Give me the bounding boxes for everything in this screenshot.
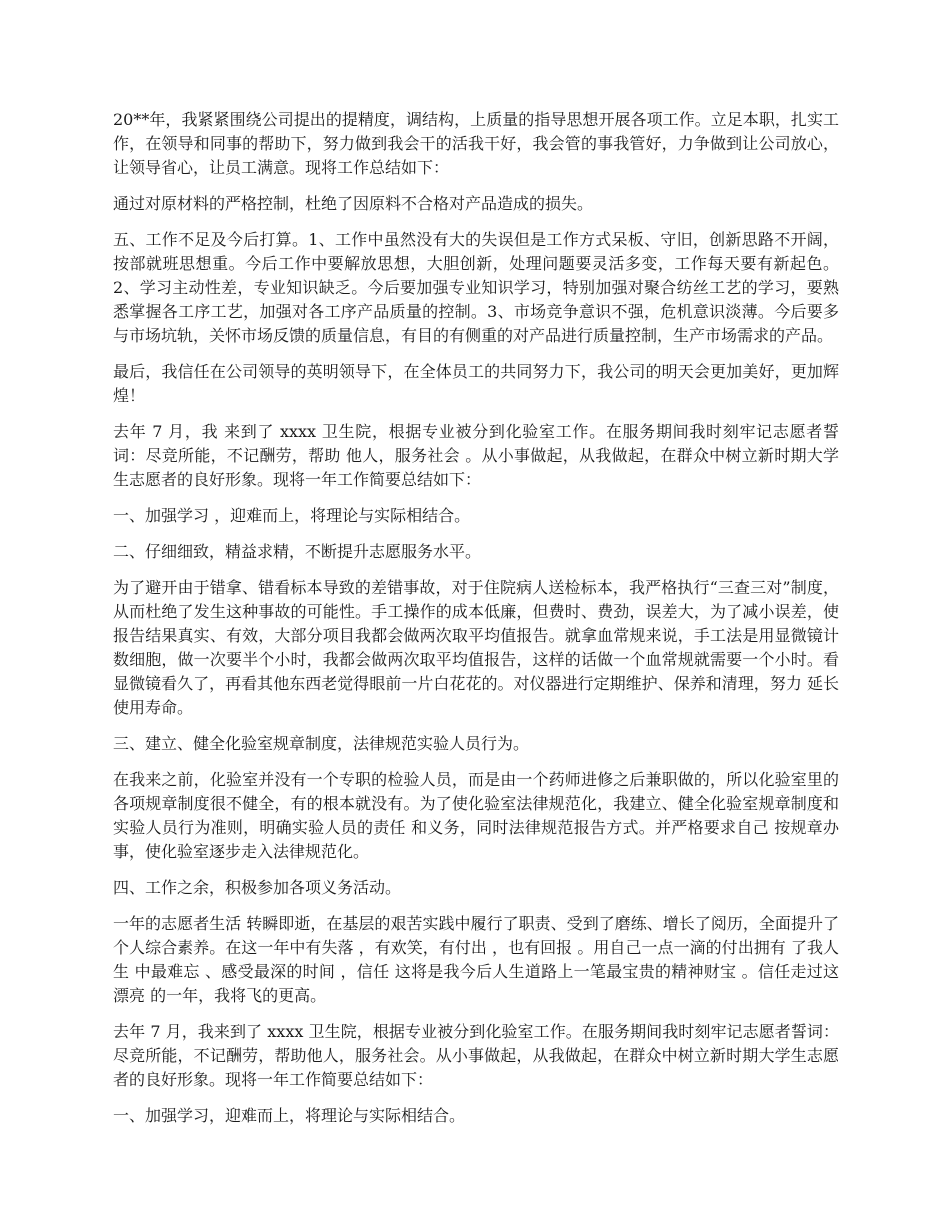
paragraph-closing: 最后，我信任在公司领导的英明领导下，在全体员工的共同努力下，我公司的明天会更加美好，更加辉煌！ [113,362,839,405]
paragraph-volunteer-intro: 去年 7 月，我 来到了 xxxx 卫生院，根据专业被分到化验室工作。在服务期间我时刻牢记志愿者誓词：尽竞所能，不记酬劳，帮助 他人，服务社会 。从小事做起，从我做起，在群众中树立新时期大学 生志愿者的良好形象。现将一年工作简要总结如下： [113,422,839,489]
heading-section-one-repeat: 一、加强学习，迎难而上，将理论与实际相结合。 [113,1106,466,1125]
document-body [113,108,839,1140]
paragraph-reflection: 一年的志愿者生活 转瞬即逝，在基层的艰苦实践中履行了职责、受到了磨练、增长了阅历，全面提升了个人综合素养。在这一年中有失落 ，有欢笑，有付出 ，也有回报 。用自己一点一滴的付出拥有 了我人生 中最难忘 、感受最深的时间 ，信任 这将是我今后人生道路上一笔最宝贵的精神财宝 。信任走过这漂亮 的一年，我将飞的更高。 [113,914,839,1005]
paragraph-shortcomings: 五、工作不足及今后打算。1、工作中虽然没有大的失误但是工作方式呆板、守旧，创新思路不开阔，按部就班思想重。今后工作中要解放思想，大胆创新，处理问题要灵活多变，工作每天要有新起色。2、学习主动性差，专业知识缺乏。今后要加强专业知识学习，特别加强对聚合纺丝工艺的学习，要熟悉掌握各工序工艺，加强对各工序产品质量的控制。3、市场竞争意识不强，危机意识淡薄。今后要多与市场坑轨，关怀市场反馈的质量信息，有目的有侧重的对产品进行质量控制，生产市场需求的产品。 [113,230,839,345]
paragraph-lab-rules: 在我来之前，化验室并没有一个专职的检验人员，而是由一个药师进修之后兼职做的，所以化验室里的各项规章制度很不健全，有的根本就没有。为了使化验室法律规范化，我建立、健全化验室规章制度和实验人员行为准则，明确实验人员的责任 和义务，同时法律规范报告方式。并严格要求自己 按规章办事，使化验室逐步走入法律规范化。 [113,770,839,861]
heading-section-two: 二、仔细细致，精益求精，不断提升志愿服务水平。 [113,542,482,561]
paragraph-error-prevention: 为了避开由于错拿、错看标本导致的差错事故，对于住院病人送检标本，我严格执行“三查三对”制度，从而杜绝了发生这种事故的可能性。手工操作的成本低廉，但费时、费劲，误差大，为了减小误差，使报告结果真实、有效，大部分项目我都会做两次取平均值报告。就拿血常规来说，手工法是用显微镜计数细胞，做一次要半个小时，我都会做两次取平均值报告，这样的话做一个血常规就需要一个小时。看显微镜看久了，再看其他东西老觉得眼前一片白花花的。对仪器进行定期维护、保养和清理，努力 延长使用寿命。 [113,578,839,717]
heading-section-three: 三、建立、健全化验室规章制度，法律规范实验人员行为。 [113,734,530,753]
heading-section-one: 一、加强学习 ，迎难而上，将理论与实际相结合。 [113,506,471,525]
paragraph-volunteer-intro-repeat: 去年 7 月，我来到了 xxxx 卫生院，根据专业被分到化验室工作。在服务期间我时刻牢记志愿者誓词：尽竞所能，不记酬劳，帮助他人，服务社会。从小事做起，从我做起，在群众中树立新时期大学生志愿者的良好形象。现将一年工作简要总结如下： [113,1022,839,1089]
heading-section-four: 四、工作之余，积极参加各项义务活动。 [113,878,402,897]
paragraph-intro: 20**年，我紧紧围绕公司提出的提精度，调结构，上质量的指导思想开展各项工作。立足本职，扎实工作，在领导和同事的帮助下，努力做到我会干的活我干好，我会管的事我管好，力争做到让公司放心，让领导省心，让员工满意。现将工作总结如下： [113,110,839,177]
paragraph-raw-material: 通过对原材料的严格控制，杜绝了因原料不合格对产品造成的损失。 [113,194,594,213]
